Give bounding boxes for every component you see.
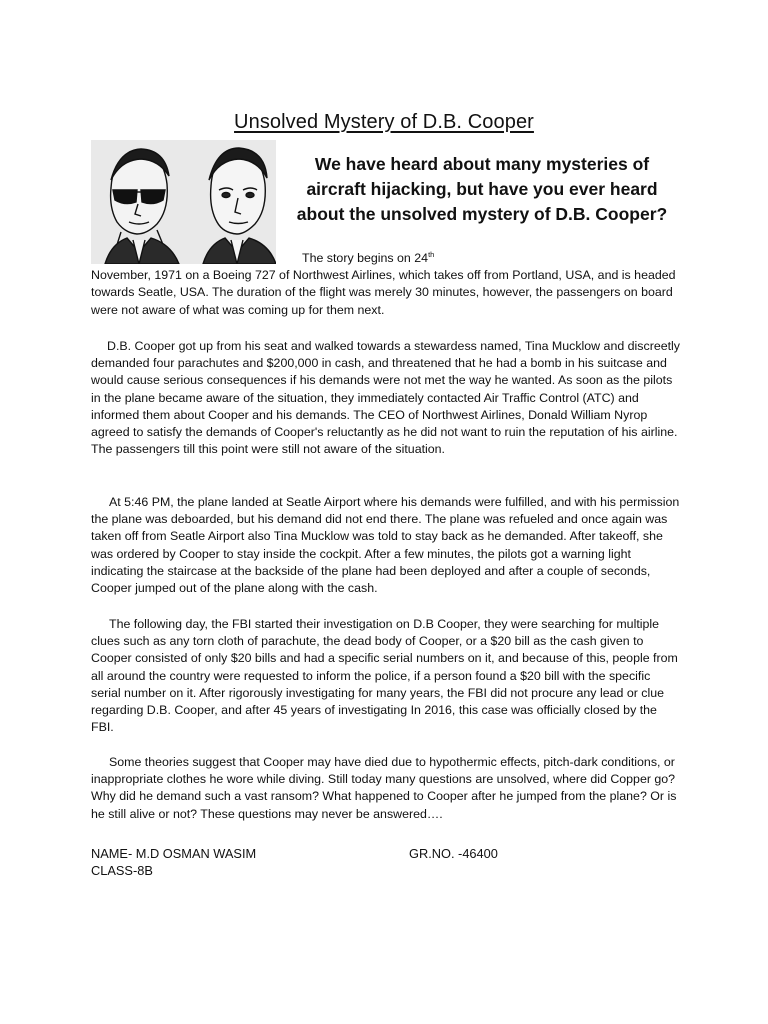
subheading: We have heard about many mysteries of aircraft hijacking, but have you ever heard about the unsolved mystery of D.B. Cooper?: [296, 154, 668, 224]
page-title: Unsolved Mystery of D.B. Cooper: [234, 111, 534, 133]
paragraph-demands: D.B. Cooper got up from his seat and walked towards a stewardess named, Tina Mucklow and discreetly demanded four parachutes and $200,000 in cash, and threatened that he had a bomb in his suitcase and would cause serious consequences if his demands were not met the way he wanted. As soon as the pilots in the plane became aware of the situation, they immediately contacted Air Traffic Control (ATC) and informed them about Cooper and his demands. The CEO of Northwest Airlines, Donald William Nyrop agreed to satisfy the demands of Cooper's reluctantly as he did not want to ruin the reputation of his airline. The passengers till this point were still not aware of the situation.: [91, 339, 680, 457]
gr-number: GR.NO. -46400: [409, 846, 498, 861]
suspect-sketch-icon: [91, 140, 276, 264]
paragraph-theories: Some theories suggest that Cooper may have died due to hypothermic effects, pitch-dark conditions, or inappropriate clothes he wore while diving. Still today many questions are unsolved, where did Copper go? Why did he demand such a vast ransom? What happened to Cooper after he jumped from the plane? Or is he still alive or not? These questions may never be answered….: [91, 755, 677, 821]
paragraph-investigation: The following day, the FBI started their investigation on D.B Cooper, they were searching for multiple clues such as any torn cloth of parachute, the dead body of Cooper, or a $20 bill as the cash given to Cooper consisted of only $20 bills and had a specific serial numbers on it, and because of this, people from all around the country were requested to inform the police, if a person found a $20 bill with the specific serial number on it. After rigorously investigating for many years, the FBI did not procure any lead or clue regarding D.B. Cooper, and after 45 years of investigating In 2016, this case was officially closed by the FBI.: [91, 617, 678, 735]
student-class: CLASS-8B: [91, 863, 153, 878]
paragraph-intro: The story begins on 24th November, 1971 on a Boeing 727 of Northwest Airlines, which takes off from Portland, USA, and is headed towards Seatle, USA. The duration of the flight was merely 30 minutes, however, the passengers on board were not aware of what was coming up for them next.: [91, 249, 676, 317]
student-name: NAME- M.D OSMAN WASIM: [91, 846, 257, 861]
paragraph-landing: At 5:46 PM, the plane landed at Seatle Airport where his demands were fulfilled, and with his permission the plane was deboarded, but his demand did not end there. The plane was refueled and once again was taken off from Seatle Airport also Tina Mucklow was told to stay back as he demanded. After takeoff, she was ordered by Cooper to stay inside the cockpit. After a few minutes, the pilots got a warning light indicating the staircase at the backside of the plane had been deployed and after a couple of seconds, Cooper jumped out of the plane along with the cash.: [91, 495, 680, 596]
